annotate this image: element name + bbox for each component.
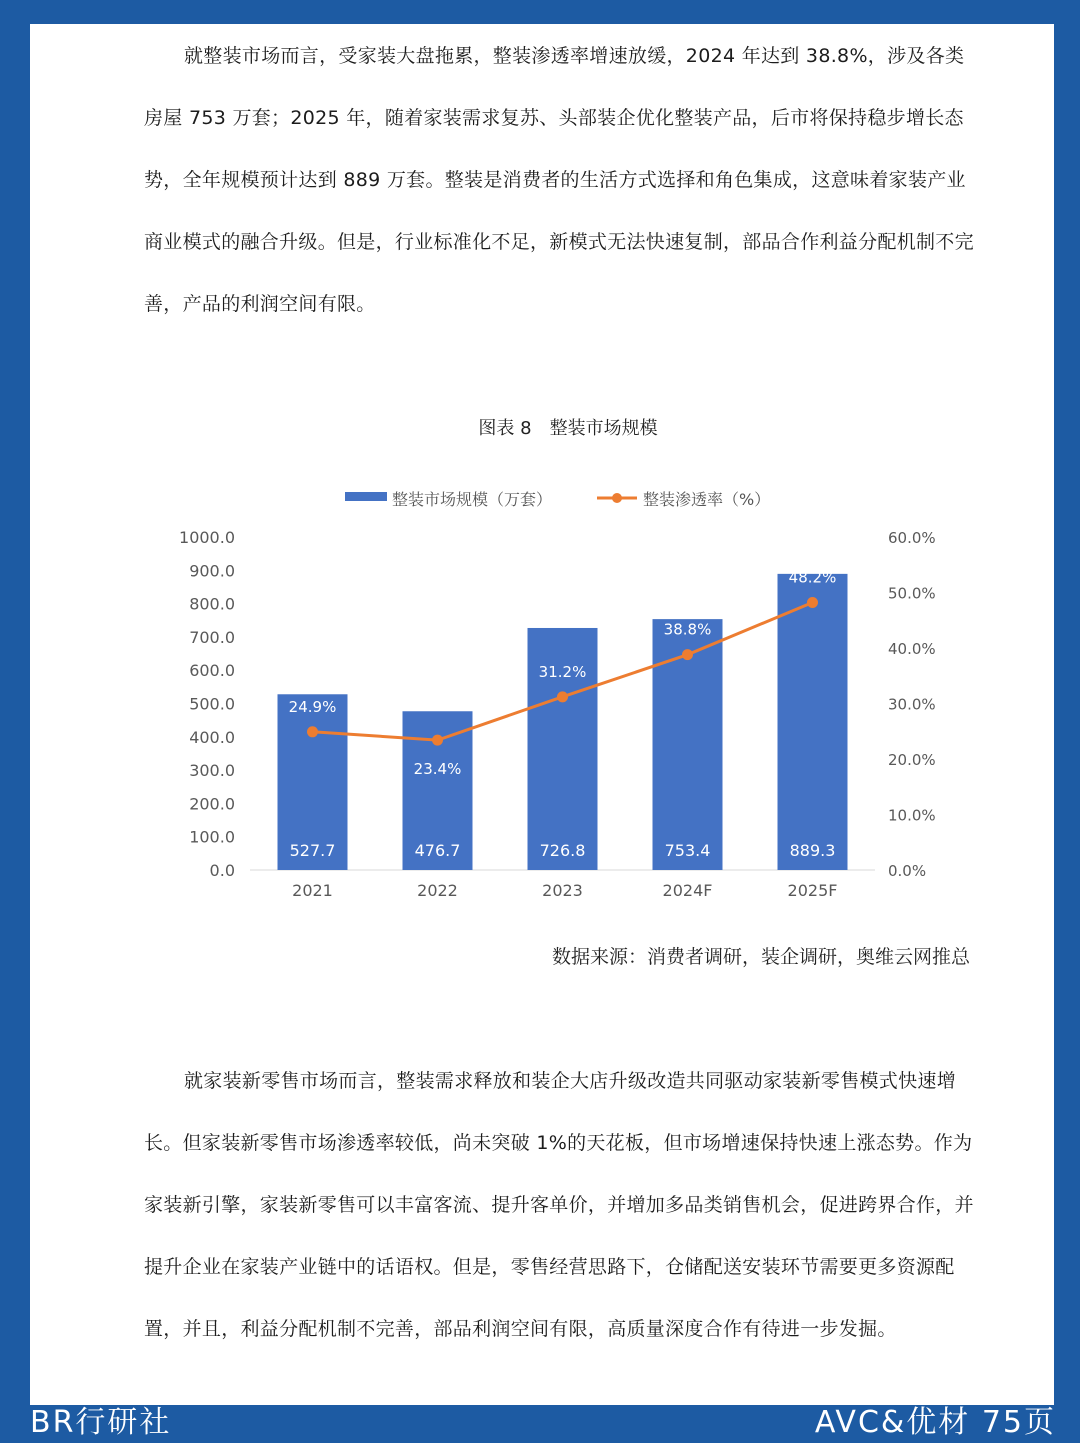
bar-value-label: 753.4 — [664, 841, 711, 860]
y-left-tick-label: 400.0 — [189, 727, 235, 747]
y-right-tick-label: 20.0% — [888, 751, 936, 769]
y-right-tick-label: 60.0% — [888, 529, 936, 547]
line-point — [807, 597, 818, 608]
combo-chart — [30, 24, 1054, 924]
y-left-tick-label: 300.0 — [189, 761, 235, 781]
y-left-tick-label: 100.0 — [189, 827, 235, 847]
document-page — [30, 24, 1054, 1405]
y-left-tick-label: 700.0 — [189, 627, 235, 647]
legend-line-label: 整装渗透率（%） — [643, 490, 771, 509]
x-tick-label: 2021 — [292, 881, 333, 900]
bar-value-label: 889.3 — [789, 841, 836, 860]
y-right-tick-label: 50.0% — [888, 584, 936, 603]
bar-2025F — [778, 574, 848, 870]
line-point — [432, 735, 443, 746]
legend-bar-label: 整装市场规模（万套） — [392, 490, 553, 509]
y-left-tick-label: 600.0 — [189, 661, 235, 681]
line-point — [682, 649, 693, 660]
y-left-tick-label: 500.0 — [189, 694, 235, 714]
y-left-tick-label: 200.0 — [189, 794, 235, 814]
y-right-tick-label: 10.0% — [888, 806, 936, 825]
footer-page-info: AVC&优材 75页 — [814, 1405, 1056, 1440]
line-value-label: 38.8% — [663, 620, 712, 639]
line-point — [557, 691, 568, 702]
legend-bar-swatch — [345, 492, 387, 501]
footer-brand: BR行研社 — [30, 1405, 172, 1440]
x-tick-label: 2022 — [417, 881, 458, 900]
line-point — [307, 726, 318, 737]
line-value-label: 31.2% — [538, 662, 587, 681]
y-right-tick-label: 30.0% — [888, 695, 936, 714]
y-left-tick-label: 0.0 — [209, 861, 235, 880]
bar-value-label: 527.7 — [289, 841, 336, 860]
data-source-note: 数据来源：消费者调研，装企调研，奥维云网推总 — [551, 946, 970, 968]
x-tick-label: 2024F — [662, 881, 713, 900]
y-right-tick-label: 40.0% — [888, 640, 936, 658]
paragraph-new-retail-market: 就家装新零售市场而言，整装需求释放和装企大店升级改造共同驱动家装新零售模式快速增长。但家装新零售市场渗透率较低，尚未突破 1%的天花板，但市场增速保持快速上涨态势。作为家装新引擎，家装新零售可以丰富客流、提升客单价，并增加多品类销售机会，促进跨界合作，并提升企业在家装产业链中的话语权。但是，零售经营思路下，仓储配送安装环节需要更多资源配置，并且，利益分配机制不完善，部品利润空间有限，高质量深度合作有待进一步发掘。 — [144, 1070, 974, 1340]
x-tick-label: 2025F — [787, 881, 838, 900]
x-tick-label: 2023 — [542, 881, 583, 900]
line-value-label: 23.4% — [413, 760, 462, 779]
bar-value-label: 726.8 — [539, 841, 586, 860]
line-value-label: 24.9% — [288, 697, 337, 716]
line-value-label: 48.2% — [788, 568, 837, 587]
figure-caption: 图表 8 整装市场规模 — [478, 418, 658, 439]
y-left-tick-label: 900.0 — [189, 561, 235, 581]
paragraph-whole-house-market: 就整装市场而言，受家装大盘拖累，整装渗透率增速放缓，2024 年达到 38.8%，涉及各类房屋 753 万套；2025 年，随着家装需求复苏、头部装企优化整装产品，后市将保持稳步增长态势，全年规模预计达到 889 万套。整装是消费者的生活方式选择和角色集成，这意味着家装产业商业模式的融合升级。但是，行业标准化不足，新模式无法快速复制，部品合作利益分配机制不完善，产品的利润空间有限。 — [144, 45, 974, 315]
legend-line-marker — [612, 493, 622, 503]
bar-value-label: 476.7 — [414, 841, 461, 860]
y-left-tick-label: 800.0 — [189, 594, 235, 614]
y-right-tick-label: 0.0% — [888, 862, 927, 880]
y-left-tick-label: 1000.0 — [179, 528, 235, 547]
